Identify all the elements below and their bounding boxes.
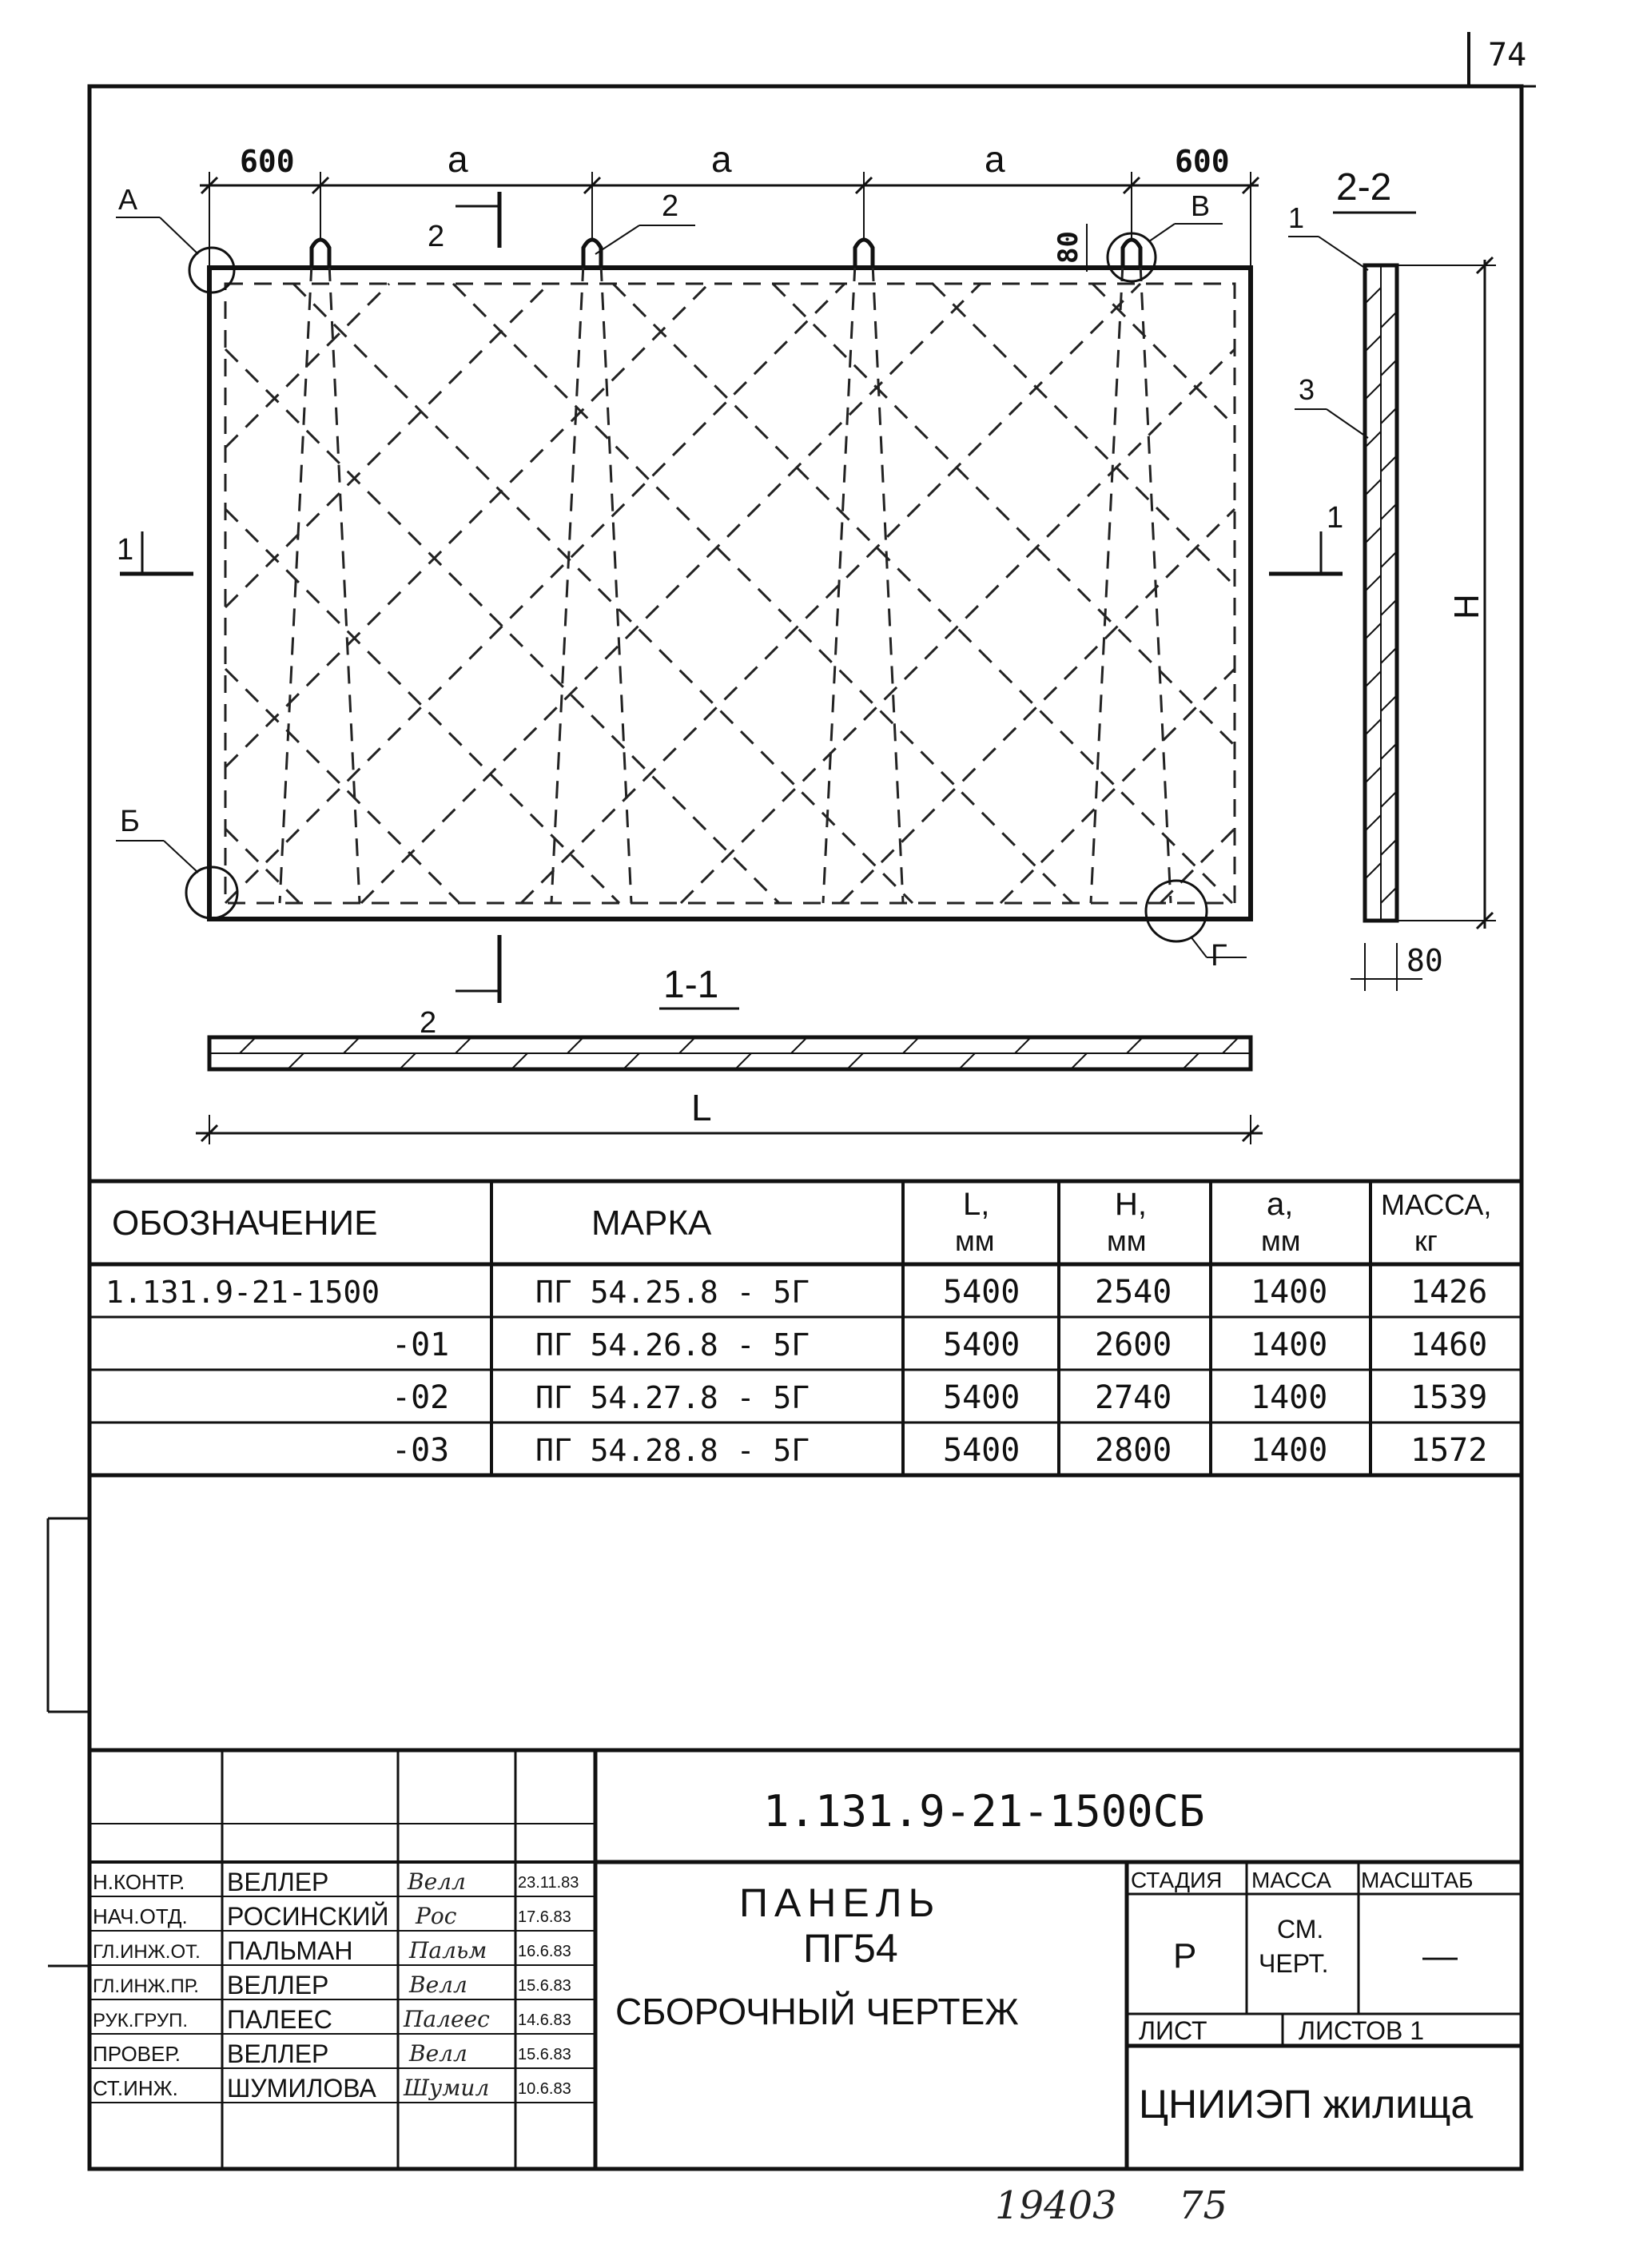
page-number: 74	[1488, 37, 1527, 74]
signature-role: Н.КОНТР.	[93, 1870, 185, 1894]
callout-b: Б	[120, 805, 140, 838]
reinforcement-mesh	[225, 284, 1235, 903]
signature-row	[93, 1971, 571, 1999]
signature-name: ВЕЛЛЕР	[227, 1971, 329, 1999]
table-row-mark: ПГ 54.25.8 - 5Г	[535, 1275, 810, 1310]
header-mass: МАССА,	[1381, 1188, 1492, 1221]
lifting-ribs	[280, 264, 1171, 903]
detail-circle-g	[1146, 881, 1207, 941]
table-row-l: 5400	[943, 1379, 1020, 1416]
signature-date: 16.6.83	[518, 1943, 571, 1960]
signature-role: ГЛ.ИНЖ.ПР.	[93, 1976, 199, 1997]
top-dimension-chain	[200, 138, 1259, 272]
header-mass-unit: кг	[1414, 1224, 1438, 1257]
table-row-h: 2600	[1095, 1327, 1172, 1363]
table-row-l: 5400	[943, 1274, 1020, 1311]
table-row-h: 2540	[1095, 1274, 1172, 1311]
signature-name: ПАЛЕЕС	[227, 2005, 332, 2034]
header-l: L,	[963, 1187, 990, 1222]
signature-role: ПРОВЕР.	[93, 2042, 181, 2066]
table-row-designation: -01	[392, 1327, 450, 1363]
signature-row	[93, 2074, 571, 2103]
sheet-label: ЛИСТ	[1139, 2016, 1207, 2045]
signature-date: 17.6.83	[518, 1908, 571, 1926]
header-a-unit: мм	[1261, 1224, 1301, 1257]
binding-strip	[48, 1518, 90, 1966]
table-row-a: 1400	[1251, 1327, 1328, 1363]
signature-row	[93, 2039, 571, 2068]
page-stamp: 75	[1179, 2183, 1228, 2228]
document-code: 1.131.9-21-1500СБ	[763, 1786, 1205, 1836]
section-1-1	[196, 964, 1263, 1144]
section-item-3: 3	[1299, 373, 1315, 406]
mass-label: МАССА	[1251, 1868, 1331, 1892]
table-row-a: 1400	[1251, 1379, 1328, 1416]
signature-mark: Пальм	[409, 1937, 487, 1964]
signature-mark: Велл	[408, 1868, 466, 1895]
table-row-designation: -03	[392, 1432, 450, 1469]
dim-left-600: 600	[240, 144, 295, 179]
stage-label: СТАДИЯ	[1131, 1868, 1223, 1892]
dim-a-3: a	[985, 138, 1005, 180]
header-l-unit: мм	[955, 1224, 995, 1257]
signature-role: СТ.ИНЖ.	[93, 2076, 178, 2100]
section-2-2	[1288, 166, 1496, 991]
signature-date: 14.6.83	[518, 2011, 571, 2029]
dim-h: H	[1447, 594, 1486, 619]
scale-value: —	[1422, 1936, 1458, 1976]
scale-label: МАСШТАБ	[1361, 1868, 1474, 1892]
header-mark: МАРКА	[591, 1204, 712, 1243]
signature-mark: Шумил	[404, 2075, 490, 2101]
table-row-a: 1400	[1251, 1274, 1328, 1311]
signature-name: ШУМИЛОВА	[227, 2074, 376, 2103]
signature-name: ВЕЛЛЕР	[227, 2039, 329, 2068]
signature-role: НАЧ.ОТД.	[93, 1904, 188, 1928]
title-mark: ПГ54	[803, 1926, 898, 1971]
table-row-designation: 1.131.9-21-1500	[105, 1275, 380, 1310]
header-h-unit: мм	[1107, 1224, 1147, 1257]
section-cuts	[117, 192, 1343, 1040]
title-block	[90, 1750, 1522, 2169]
signature-role: РУК.ГРУП.	[93, 2010, 189, 2031]
sheets-label: ЛИСТОВ 1	[1299, 2016, 1425, 2045]
table-row-h: 2740	[1095, 1379, 1172, 1416]
dim-a-1: a	[448, 138, 468, 180]
signature-mark: Велл	[409, 1972, 467, 1998]
dim-a-2: a	[711, 138, 732, 180]
title-panel: ПАНЕЛЬ	[739, 1880, 941, 1925]
mass-value-1: СМ.	[1277, 1915, 1324, 1944]
table-row-mass: 1426	[1410, 1274, 1488, 1311]
table-row-mark: ПГ 54.26.8 - 5Г	[535, 1327, 810, 1363]
organization: ЦНИИЭП жилища	[1139, 2082, 1474, 2127]
dim-loop-80: 80	[1052, 231, 1084, 264]
table-row-l: 5400	[943, 1432, 1020, 1469]
signature-name: ПАЛЬМАН	[227, 1936, 353, 1965]
archive-number: 19403	[995, 2183, 1117, 2228]
signature-mark: Палеес	[404, 2006, 490, 2032]
panel-elevation	[186, 233, 1251, 941]
dim-thickness-80: 80	[1406, 943, 1443, 978]
signature-role: ГЛ.ИНЖ.ОТ.	[93, 1941, 201, 1963]
signature-row	[93, 1936, 571, 1965]
callout-a: А	[118, 183, 138, 216]
spec-table	[90, 1181, 1522, 1475]
dim-l: L	[691, 1087, 712, 1128]
title-assembly: СБОРОЧНЫЙ ЧЕРТЕЖ	[615, 1991, 1019, 2032]
cut-1-left: 1	[117, 533, 134, 567]
mass-value-2: ЧЕРТ.	[1259, 1949, 1329, 1978]
callouts	[116, 183, 1247, 973]
signature-row	[93, 1868, 579, 1896]
header-designation: ОБОЗНАЧЕНИЕ	[112, 1204, 378, 1243]
callout-v: В	[1191, 189, 1211, 222]
section-1-1-title: 1-1	[663, 964, 719, 1006]
cut-2-top: 2	[428, 220, 445, 253]
signature-name: РОСИНСКИЙ	[227, 1902, 389, 1931]
signature-name: ВЕЛЛЕР	[227, 1868, 329, 1896]
page-number-corner	[1469, 32, 1536, 88]
header-a: a,	[1267, 1187, 1294, 1222]
signature-mark: Рос	[416, 1903, 457, 1929]
table-row-h: 2800	[1095, 1432, 1172, 1469]
stage-value: Р	[1173, 1936, 1197, 1976]
header-h: H,	[1115, 1187, 1147, 1222]
signature-row	[93, 1902, 571, 1931]
table-row-mark: ПГ 54.27.8 - 5Г	[535, 1380, 810, 1415]
signature-mark: Велл	[409, 2040, 467, 2067]
table-row-designation: -02	[392, 1379, 450, 1416]
signature-date: 23.11.83	[518, 1874, 579, 1892]
table-row-mark: ПГ 54.28.8 - 5Г	[535, 1433, 810, 1468]
section-item-1: 1	[1288, 201, 1305, 234]
cut-2-bottom: 2	[420, 1006, 437, 1040]
table-row-l: 5400	[943, 1327, 1020, 1363]
signature-date: 15.6.83	[518, 1977, 571, 1995]
table-row-mass: 1539	[1410, 1379, 1488, 1416]
dim-right-600: 600	[1175, 144, 1230, 179]
signature-date: 10.6.83	[518, 2080, 571, 2098]
table-row-a: 1400	[1251, 1432, 1328, 1469]
callout-2: 2	[662, 189, 679, 223]
cut-1-right: 1	[1327, 501, 1344, 535]
table-row-mass: 1460	[1410, 1327, 1488, 1363]
table-row-mass: 1572	[1410, 1432, 1488, 1469]
callout-g: Г	[1211, 939, 1227, 973]
signature-row	[93, 2005, 571, 2034]
signature-date: 15.6.83	[518, 2046, 571, 2063]
section-2-2-title: 2-2	[1336, 166, 1392, 209]
